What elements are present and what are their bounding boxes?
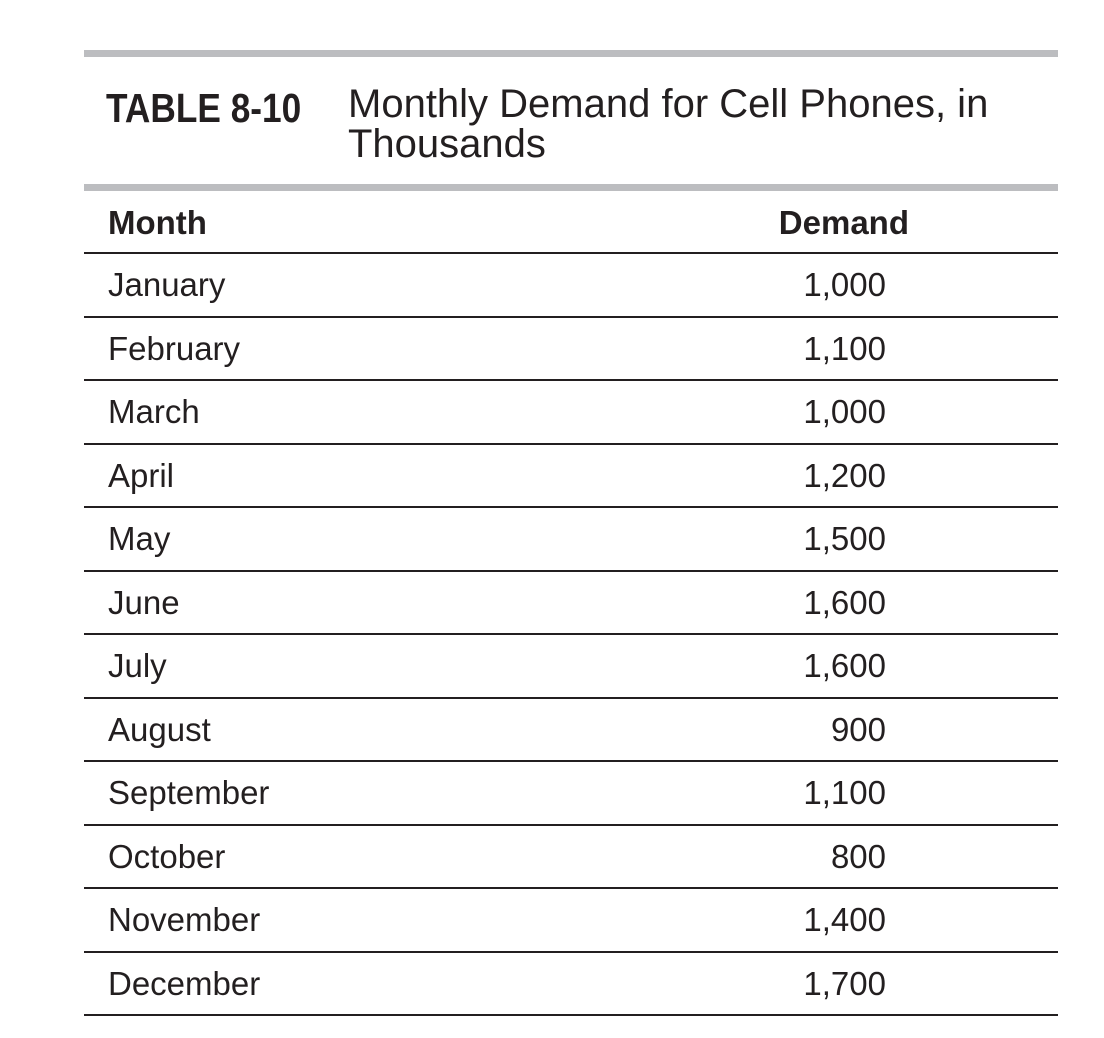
table-caption xyxy=(84,57,1058,184)
cell-demand: 1,000 xyxy=(803,393,886,430)
cell-demand: 1,100 xyxy=(803,329,886,367)
column-header-month: Month xyxy=(108,204,207,241)
demand-table xyxy=(84,50,1058,1016)
table-row xyxy=(84,826,1058,890)
cell-month: March xyxy=(108,393,200,430)
table-row xyxy=(84,953,1058,1017)
cell-month: February xyxy=(108,329,241,367)
table-number: TABLE 8-10 xyxy=(106,85,302,131)
table-row xyxy=(84,318,1058,382)
cell-month: November xyxy=(108,901,261,938)
table-row xyxy=(84,699,1058,763)
table-body xyxy=(84,254,1058,1016)
table-header-row xyxy=(84,191,1058,254)
column-header-demand: Demand xyxy=(778,204,909,241)
table-row xyxy=(84,508,1058,572)
cell-month: September xyxy=(108,774,270,811)
table-title: Monthly Demand for Cell Phones, in Thousands xyxy=(348,82,989,166)
cell-demand: 1,700 xyxy=(803,964,886,1002)
table-row xyxy=(84,889,1058,953)
cell-month: January xyxy=(108,266,226,303)
cell-demand: 900 xyxy=(830,710,886,748)
cell-demand: 1,600 xyxy=(803,583,886,621)
table-row xyxy=(84,445,1058,509)
cell-demand: 1,400 xyxy=(803,901,886,938)
cell-demand: 1,500 xyxy=(803,520,886,557)
cell-demand: 1,000 xyxy=(803,266,886,303)
cell-month: June xyxy=(108,583,180,621)
cell-demand: 800 xyxy=(830,837,886,875)
cell-month: April xyxy=(108,456,175,494)
table-row xyxy=(84,572,1058,636)
table-row xyxy=(84,381,1058,445)
cell-demand: 1,100 xyxy=(803,774,886,811)
cell-demand: 1,600 xyxy=(803,647,886,684)
table-row xyxy=(84,762,1058,826)
table-row xyxy=(84,254,1058,318)
cell-month: August xyxy=(108,710,211,748)
cell-month: July xyxy=(108,647,167,684)
cell-month: October xyxy=(108,837,226,875)
cell-demand: 1,200 xyxy=(803,456,886,494)
top-rule xyxy=(84,50,1058,57)
table-row xyxy=(84,635,1058,699)
header-rule xyxy=(84,184,1058,191)
cell-month: May xyxy=(108,520,171,557)
cell-month: December xyxy=(108,964,261,1002)
